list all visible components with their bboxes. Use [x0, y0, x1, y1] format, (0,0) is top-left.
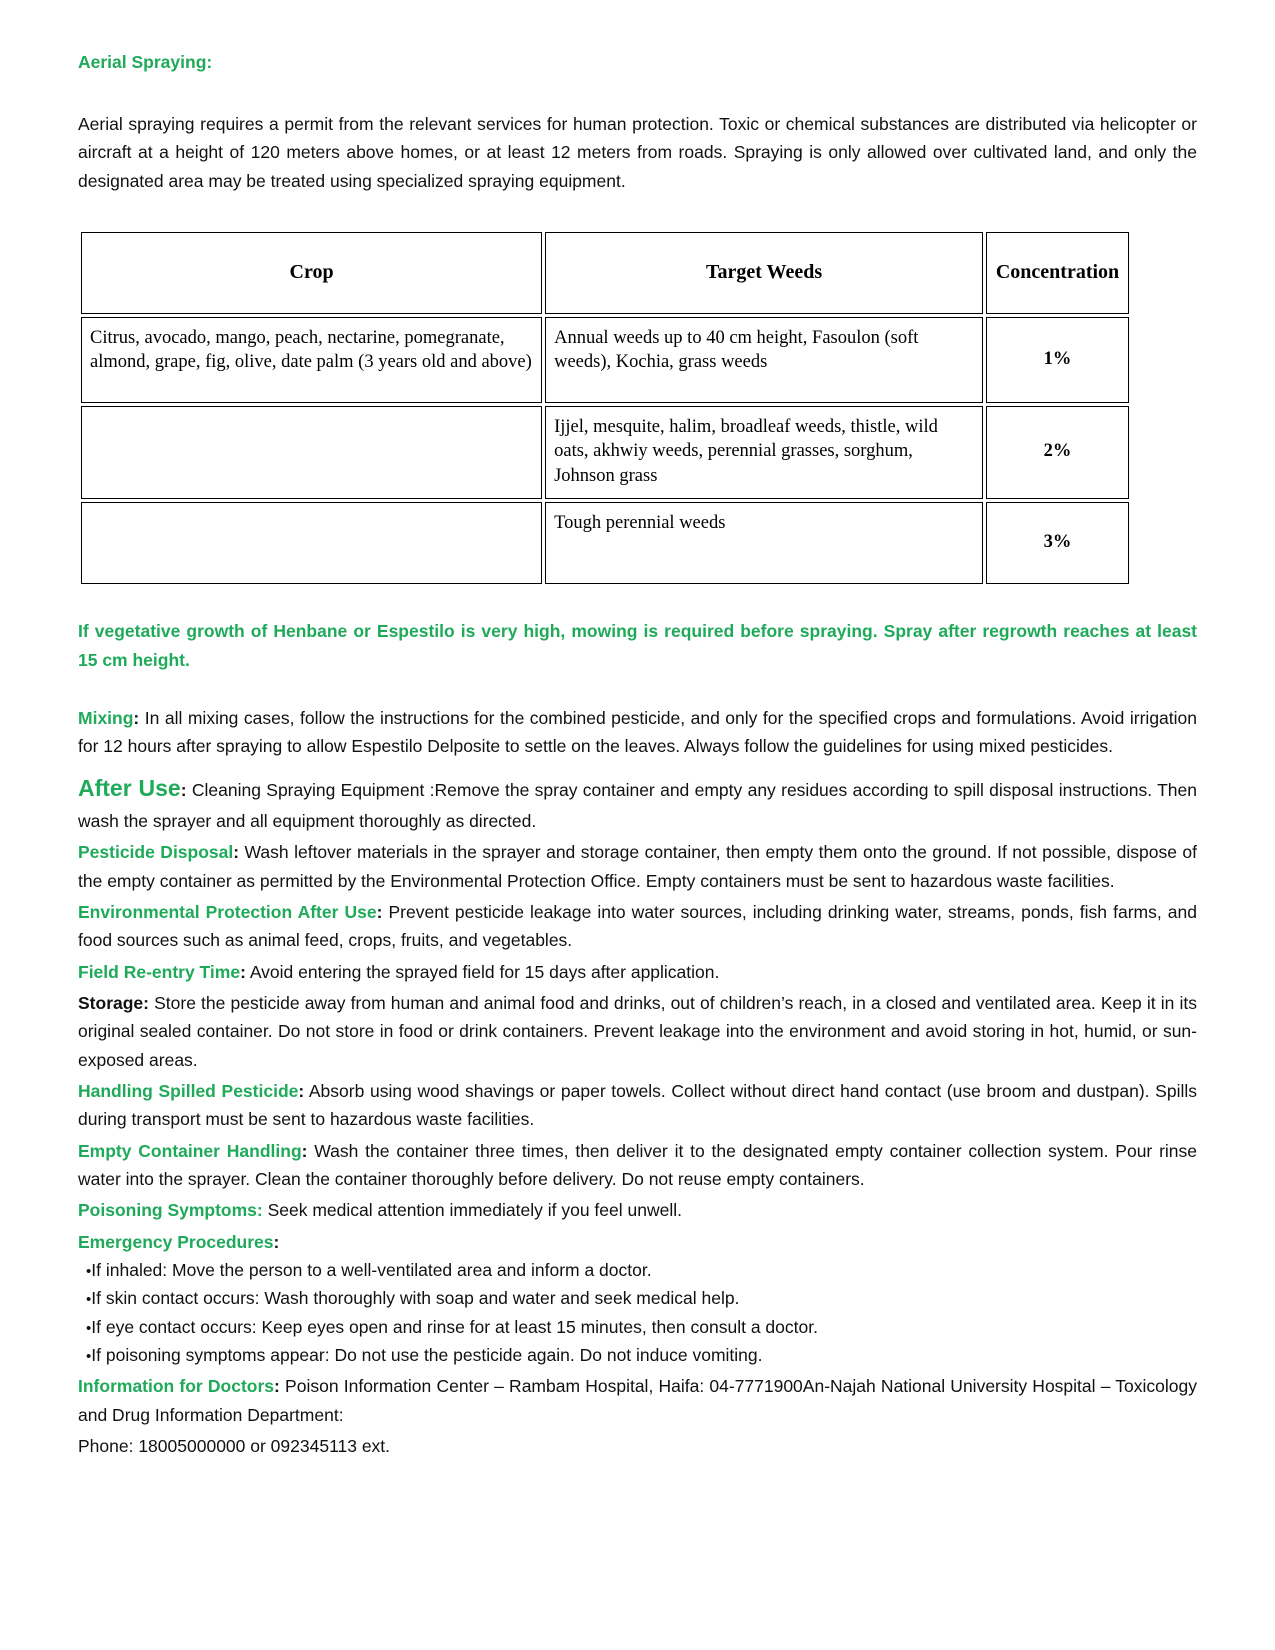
- crop-target-weeds-table: [78, 229, 1132, 587]
- table-cell-crop: [81, 502, 542, 584]
- text-after-use: Cleaning Spraying Equipment :Remove the spray container and empty any residues according to spill disposal instructions. Then wash the sprayer and all equipment thoroughly as directed.: [78, 779, 1197, 831]
- label-pesticide-disposal-colon: :: [233, 842, 240, 863]
- table-row: [81, 502, 1129, 584]
- bullet-icon: •: [86, 1319, 92, 1337]
- section-mixing: [78, 704, 1197, 761]
- list-item: [86, 1284, 1197, 1312]
- table-cell-weeds: Tough perennial weeds: [545, 502, 983, 584]
- table-row: [81, 406, 1129, 499]
- table-header-row: [81, 232, 1129, 314]
- section-poisoning-symptoms: [78, 1196, 1197, 1224]
- label-information-for-doctors: Information for Doctors: [78, 1376, 275, 1397]
- table-cell-concentration: 3%: [986, 502, 1129, 584]
- section-storage: [78, 989, 1197, 1074]
- list-item: [86, 1256, 1197, 1284]
- table-cell-concentration: 2%: [986, 406, 1129, 499]
- label-field-reentry-colon: :: [240, 961, 246, 982]
- label-information-for-doctors-colon: :: [274, 1376, 280, 1397]
- label-storage: Storage:: [78, 992, 149, 1013]
- label-mixing-colon: :: [133, 707, 140, 728]
- text-pesticide-disposal: Wash leftover materials in the sprayer and storage container, then empty them onto the ground. If not possible, dispose of the empty container as permitted by the Environmental Protection Office. Empty containers must be sent to hazardous waste facilities.: [78, 842, 1197, 891]
- table-cell-crop: [81, 406, 542, 499]
- section-heading-aerial-spraying: Aerial Spraying:: [78, 52, 213, 72]
- bullet-icon: •: [86, 1263, 92, 1281]
- list-item-label: If poisoning symptoms appear: Do not use the pesticide again. Do not induce vomiting.: [91, 1345, 763, 1366]
- text-poisoning-symptoms: Seek medical attention immediately if you feel unwell.: [262, 1200, 682, 1221]
- emergency-procedures-list: [78, 1256, 1197, 1369]
- table-header-target-weeds: Target Weeds: [545, 232, 983, 314]
- text-mixing: In all mixing cases, follow the instructions for the combined pesticide, and only for the specified crops and formulations. Avoid irrigation for 12 hours after spraying to allow Espestilo Delposite to settle on the leaves. Always follow the guidelines for using mixed pesticides.: [78, 707, 1197, 757]
- note-mowing-requirement: If vegetative growth of Henbane or Espestilo is very high, mowing is required before spraying. Spray after regrowth reaches at least 15 cm height.: [78, 621, 1197, 670]
- section-emergency-procedures: [78, 1228, 1197, 1256]
- label-empty-container-colon: :: [301, 1140, 308, 1161]
- section-environmental-protection: [78, 898, 1197, 955]
- list-item-label: If eye contact occurs: Keep eyes open and rinse for at least 15 minutes, then consult a doctor.: [91, 1316, 818, 1337]
- paragraph-aerial-spraying: Aerial spraying requires a permit from the relevant services for human protection. Toxic or chemical substances are distributed via helicopter or aircraft at a height of 120 meters above homes, or at least 12 meters from roads. Spraying is only allowed over cultivated land, and only the designated area may be treated using specialized spraying equipment.: [78, 114, 1197, 191]
- label-after-use: After Use: [78, 774, 181, 801]
- label-pesticide-disposal: Pesticide Disposal: [78, 842, 234, 863]
- text-doctors-phone: Phone: 18005000000 or 092345113 ext.: [78, 1436, 391, 1457]
- table-header-concentration: Concentration: [986, 232, 1129, 314]
- text-environmental-protection: Prevent pesticide leakage into water sources, including drinking water, streams, ponds, fish farms, and food sources such as animal feed, crops, fruits, and vegetables.: [78, 901, 1197, 951]
- label-mixing: Mixing: [78, 707, 134, 728]
- list-item-label: If inhaled: Move the person to a well-ventilated area and inform a doctor.: [91, 1260, 652, 1281]
- bullet-icon: •: [86, 1291, 92, 1309]
- label-emergency-procedures: Emergency Procedures: [78, 1231, 274, 1252]
- list-item: [86, 1341, 1197, 1369]
- label-empty-container-handling: Empty Container Handling: [78, 1140, 302, 1161]
- text-information-for-doctors: Poison Information Center – Rambam Hospital, Haifa: 04-7771900An-Najah National University Hospital – Toxicology and Drug Information Department:: [78, 1376, 1197, 1425]
- section-pesticide-disposal: [78, 838, 1197, 895]
- table-header-crop: Crop: [81, 232, 542, 314]
- label-environmental-protection: Environmental Protection After Use: [78, 901, 377, 922]
- label-handling-spilled-colon: :: [298, 1080, 305, 1101]
- text-handling-spilled-pesticide: Absorb using wood shavings or paper towels. Collect without direct hand contact (use broom and dustpan). Spills during transport must be sent to hazardous waste facilities.: [78, 1080, 1197, 1130]
- table-cell-crop: Citrus, avocado, mango, peach, nectarine, pomegranate, almond, grape, fig, olive, date palm (3 years old and above): [81, 317, 542, 403]
- bullet-icon: •: [86, 1348, 92, 1366]
- list-item-label: If skin contact occurs: Wash thoroughly with soap and water and seek medical help.: [91, 1288, 740, 1309]
- list-item: [86, 1313, 1197, 1341]
- label-poisoning-symptoms: Poisoning Symptoms:: [78, 1200, 263, 1221]
- section-after-use: [78, 770, 1197, 836]
- label-emergency-colon: :: [273, 1231, 280, 1252]
- label-after-use-colon: :: [180, 779, 187, 800]
- table-cell-concentration: 1%: [986, 317, 1129, 403]
- text-field-reentry-time: Avoid entering the sprayed field for 15 days after application.: [245, 961, 720, 982]
- section-field-reentry-time: [78, 958, 1197, 986]
- label-environmental-protection-colon: :: [376, 901, 383, 922]
- label-field-reentry-time: Field Re-entry Time: [78, 961, 241, 982]
- section-information-for-doctors: [78, 1372, 1197, 1429]
- section-empty-container-handling: [78, 1137, 1197, 1194]
- table-cell-weeds: Annual weeds up to 40 cm height, Fasoulon (soft weeds), Kochia, grass weeds: [545, 317, 983, 403]
- text-empty-container-handling: Wash the container three times, then deliver it to the designated empty container collection system. Pour rinse water into the sprayer. Clean the container thoroughly before delivery. Do not reuse empty containers.: [78, 1140, 1197, 1189]
- text-storage: Store the pesticide away from human and animal food and drinks, out of children’s reach, in a closed and ventilated area. Keep it in its original sealed container. Do not store in food or drink containers. Prevent leakage into the environment and avoid storing in hot, humid, or sun-exposed areas.: [78, 992, 1197, 1070]
- table-row: [81, 317, 1129, 403]
- section-handling-spilled-pesticide: [78, 1077, 1197, 1134]
- table-cell-weeds: Ijjel, mesquite, halim, broadleaf weeds, thistle, wild oats, akhwiy weeds, perennial grasses, sorghum, Johnson grass: [545, 406, 983, 499]
- label-handling-spilled-pesticide: Handling Spilled Pesticide: [78, 1080, 299, 1101]
